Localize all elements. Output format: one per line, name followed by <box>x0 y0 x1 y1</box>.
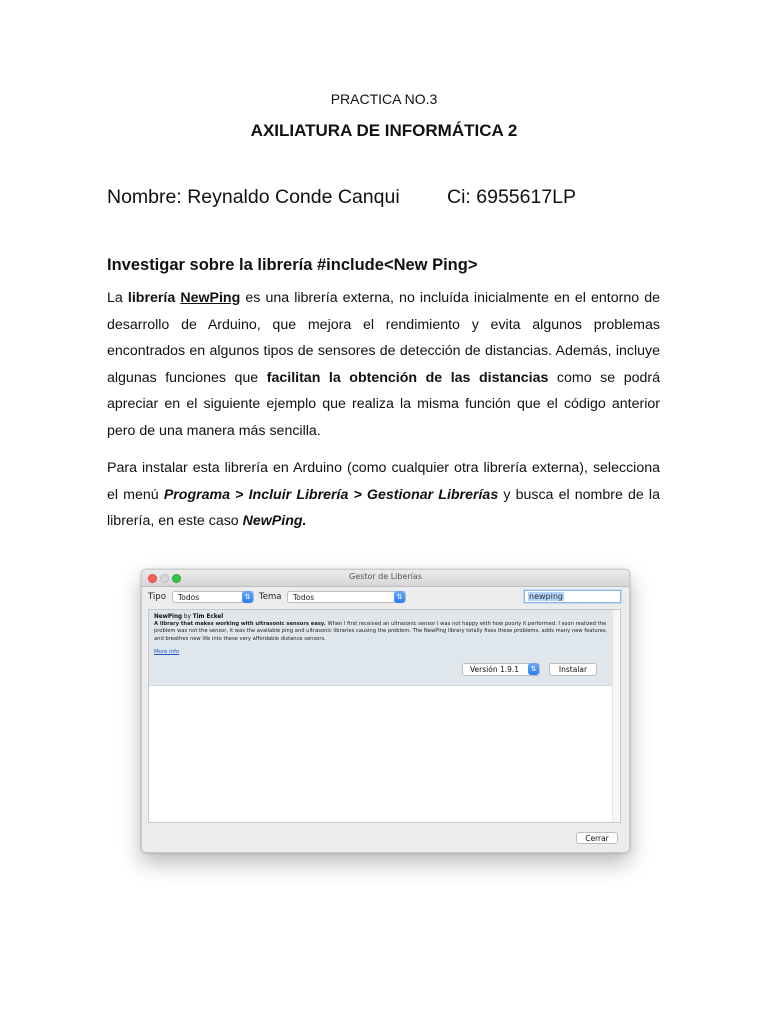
library-header: NewPing by Tim Eckel <box>154 614 224 620</box>
practice-number: PRACTICA NO.3 <box>330 91 438 107</box>
more-info-link[interactable]: More info <box>154 649 180 655</box>
chevron-updown-icon: ⇅ <box>242 591 253 603</box>
student-name: Nombre: Reynaldo Conde Canqui <box>107 186 400 208</box>
tipo-select[interactable]: Todos ⇅ <box>172 591 254 603</box>
install-button[interactable]: Instalar <box>549 663 597 676</box>
tema-select[interactable]: Todos ⇅ <box>287 591 406 603</box>
student-ci: Ci: 6955617LP <box>447 186 577 208</box>
search-input[interactable]: newping <box>524 590 621 603</box>
tipo-label: Tipo <box>148 592 166 602</box>
scrollbar[interactable] <box>612 610 620 822</box>
list-item[interactable] <box>149 610 620 686</box>
tema-label: Tema <box>259 592 282 602</box>
close-button[interactable]: Cerrar <box>576 832 618 844</box>
version-select[interactable]: Versión 1.9.1 ⇅ <box>462 663 540 676</box>
course-title: AXILIATURA DE INFORMÁTICA 2 <box>250 121 518 140</box>
window-titlebar <box>142 570 629 587</box>
library-list <box>148 609 621 823</box>
paragraph-install: Para instalar esta librería en Arduino (como cualquier otra librería externa), selecciona el menú Programa > Incluir Librería > Gestionar Librerías y busca el nombre de la librería, en este caso NewPing. <box>107 460 660 530</box>
newping-link[interactable]: NewPing <box>180 290 241 306</box>
library-description: A library that makes working with ultrasonic sensors easy. When I first received an ultrasonic sensor I was not happy with how poorly it performed. I soon realized the problem was not the sensor, it was the available ping and ultrasonic libraries causing the problem. The NewPing library totally fixes these problems, adds many new features, and breathes new life into these very affordable distance sensors. <box>154 621 608 642</box>
chevron-updown-icon: ⇅ <box>394 591 405 603</box>
chevron-updown-icon: ⇅ <box>528 663 539 675</box>
paragraph-intro: La librería NewPing es una librería externa, no incluída inicialmente en el entorno de desarrollo de Arduino, que mejora el rendimiento y evita algunos problemas encontrados en algunos tipos de sensores de detección de distancias. Además, incluye algunas funciones que facilitan la obtención de las distancias como se podrá apreciar en el siguiente ejemplo que realiza la misma función que el código anterior pero de una manera más sencilla. <box>107 290 660 439</box>
window-title: Gestor de Liberías <box>349 572 422 581</box>
library-manager-dialog <box>141 569 630 853</box>
section-heading: Investigar sobre la librería #include<New Ping> <box>107 256 478 274</box>
